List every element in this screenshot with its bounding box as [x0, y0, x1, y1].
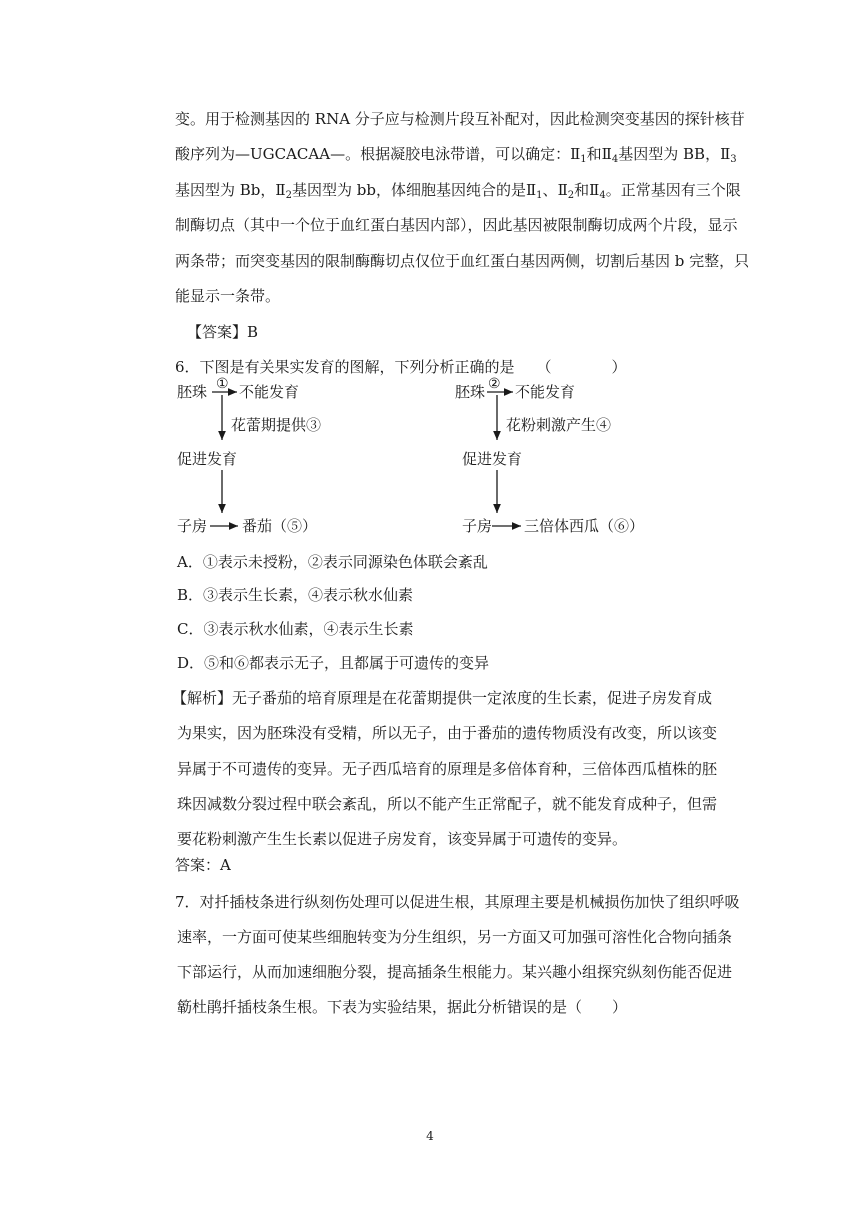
q7-line4: 簕杜鹃扦插枝条生根。下表为实验结果，据此分析错误的是（ ） [177, 998, 628, 1016]
q6-analysis-line2: 为果实，因为胚珠没有受精，所以无子，由于番茄的遗传物质没有改变，所以该变 [177, 724, 718, 742]
right-cannot-develop: 不能发育 [515, 383, 576, 401]
q6-analysis-line1: 【解析】无子番茄的培育原理是在花蕾期提供一定浓度的生长素，促进子房发育成 [172, 689, 713, 707]
q7-line3: 下部运行，从而加速细胞分裂，提高插条生根能力。某兴趣小组探究纵刻伤能否促进 [177, 963, 733, 981]
right-result: 三倍体西瓜（⑥） [524, 517, 645, 535]
q7-line1: 7．对扦插枝条进行纵刻伤处理可以促进生根，其原理主要是机械损伤加快了组织呼吸 [175, 893, 740, 911]
left-promote: 促进发育 [177, 450, 238, 468]
left-cannot-develop: 不能发育 [239, 383, 300, 401]
left-ovule: 胚珠 [177, 383, 208, 401]
analysis5-line3: 基因型为 Bb，$Ⅱ_2$基因型为 bb，体细胞基因纯合的是$Ⅱ_1$、$Ⅱ_2$和$Ⅱ_4$。正常基因有三个限 [175, 181, 741, 201]
right-promote: 促进发育 [462, 450, 523, 468]
q6-stem: 6．下图是有关果实发育的图解，下列分析正确的是 （ ） [175, 358, 627, 376]
q6-answer: 答案：A [175, 856, 231, 874]
analysis5-line5: 两条带；而突变基因的限制酶酶切点仅位于血红蛋白基因两侧，切割后基因 b 完整，只 [175, 252, 750, 270]
q6-option-d: D．⑤和⑥都表示无子，且都属于可遗传的变异 [177, 654, 490, 672]
right-arrow-label: ② [488, 376, 501, 392]
q6-analysis-line4: 珠因减数分裂过程中联会紊乱，所以不能产生正常配子，就不能发育成种子，但需 [177, 795, 718, 813]
page-number: 4 [426, 1129, 434, 1143]
right-ovule: 胚珠 [455, 383, 486, 401]
analysis5-line6: 能显示一条带。 [175, 287, 281, 305]
left-ovary: 子房 [177, 517, 208, 535]
analysis5-line4: 制酶切点（其中一个位于血红蛋白基因内部），因此基因被限制酶切成两个片段，显示 [175, 216, 738, 234]
q6-option-c: C．③表示秋水仙素，④表示生长素 [177, 620, 414, 638]
q7-line2: 速率，一方面可使某些细胞转变为分生组织，另一方面又可加强可溶性化合物向插条 [177, 928, 733, 946]
right-provide: 花粉刺激产生④ [506, 416, 612, 434]
right-ovary: 子房 [462, 517, 493, 535]
q6-option-b: B．③表示生长素，④表示秋水仙素 [177, 586, 414, 604]
analysis5-line1: 变。用于检测基因的 RNA 分子应与检测片段互补配对，因此检测突变基因的探针核苷 [175, 110, 745, 128]
left-result: 番茄（⑤） [242, 517, 318, 535]
answer5: 【答案】B [187, 323, 259, 341]
q6-option-a: A．①表示未授粉，②表示同源染色体联会紊乱 [177, 553, 488, 571]
analysis5-line2: 酸序列为—UGCACAA—。根据凝胶电泳带谱，可以确定：$Ⅱ_1$和$Ⅱ_4$基因型为 BB，$Ⅱ_3$ [175, 145, 737, 165]
q6-analysis-line3: 异属于不可遗传的变异。无子西瓜培育的原理是多倍体育种，三倍体西瓜植株的胚 [177, 760, 718, 778]
left-provide: 花蕾期提供③ [231, 416, 322, 434]
left-arrow-label: ① [216, 376, 229, 392]
q6-analysis-line5: 要花粉刺激产生生长素以促进子房发育，该变异属于可遗传的变异。 [177, 830, 628, 848]
